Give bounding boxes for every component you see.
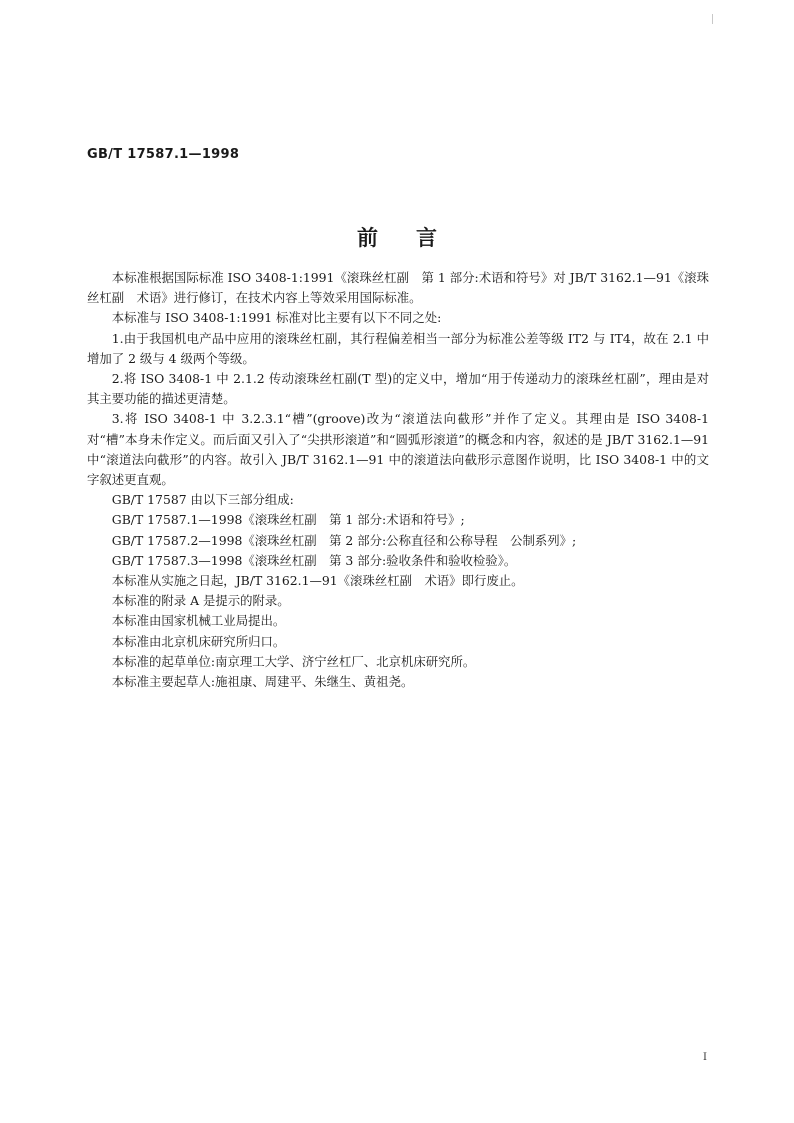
paragraph: 本标准的起草单位:南京理工大学、济宁丝杠厂、北京机床研究所。 — [111, 653, 476, 669]
paragraph: 本标准根据国际标准 ISO 3408-1:1991《滚珠丝杠副 第 1 部分:术语和符号》对 JB/T 3162.1—91《滚珠丝杠副 术语》进行修订，在技术内容上等效采用国际标准。 — [87, 270, 709, 306]
standard-code: GB/T 17587.1—1998 — [87, 147, 240, 162]
page-title: 前言 — [357, 226, 475, 250]
page-number: I — [703, 1052, 707, 1063]
foreword-body — [87, 268, 709, 692]
paragraph: GB/T 17587.1—1998《滚珠丝杠副 第 1 部分:术语和符号》; — [111, 512, 465, 528]
paragraph: 2.将 ISO 3408-1 中 2.1.2 传动滚珠丝杠副(T 型)的定义中，增加“用于传递动力的滚珠丝杠副”，理由是对其主要功能的描述更清楚。 — [87, 371, 709, 407]
paragraph: 本标准主要起草人:施祖康、周建平、朱继生、黄祖尧。 — [111, 674, 414, 690]
paragraph: 本标准的附录 A 是提示的附录。 — [111, 593, 290, 609]
paragraph: 本标准与 ISO 3408-1:1991 标准对比主要有以下不同之处: — [111, 310, 442, 326]
paragraph: 本标准由北京机床研究所归口。 — [111, 633, 286, 649]
paragraph: 本标准从实施之日起，JB/T 3162.1—91《滚珠丝杠副 术语》即行废止。 — [111, 573, 524, 589]
paragraph: 3.将 ISO 3408-1 中 3.2.3.1“槽”(groove)改为“滚道法向截形”并作了定义。其理由是 ISO 3408-1 对“槽”本身未作定义。而后面又引入了“尖拱形滚道”和“圆弧形滚道”的概念和内容，叙述的是 JB/T 3162.1—91 中“滚道法向截形”的内容。故引入 JB/T 3162.1—91 中的滚道法向截形示意图作说明，比 ISO 3408-1 中的文字叙述更直观。 — [87, 411, 709, 488]
paragraph: 本标准由国家机械工业局提出。 — [111, 613, 286, 629]
paragraph: 1.由于我国机电产品中应用的滚珠丝杠副，其行程偏差相当一部分为标准公差等级 IT2 与 IT4，故在 2.1 中增加了 2 级与 4 级两个等级。 — [87, 330, 709, 366]
paragraph: GB/T 17587 由以下三部分组成: — [111, 492, 294, 508]
paragraph: GB/T 17587.2—1998《滚珠丝杠副 第 2 部分:公称直径和公称导程 公制系列》; — [111, 532, 577, 548]
scan-mark — [712, 14, 713, 24]
paragraph: GB/T 17587.3—1998《滚珠丝杠副 第 3 部分:验收条件和验收检验》。 — [111, 552, 517, 568]
